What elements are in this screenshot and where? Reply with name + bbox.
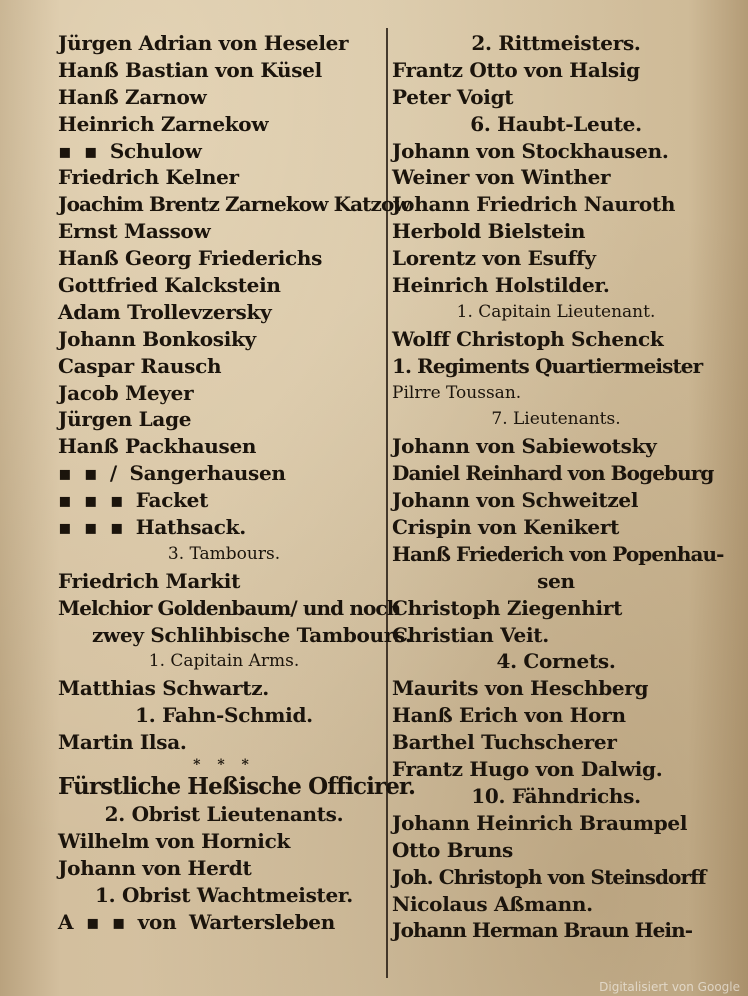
name-entry: Hanß Packhausen bbox=[58, 434, 257, 459]
name-entry: Frantz Otto von Halsig bbox=[392, 57, 640, 82]
name-entry: Friedrich Markit bbox=[58, 568, 241, 593]
name-entry: Joachim Brentz Zarnekow Katzow bbox=[58, 192, 410, 217]
name-entry: Hanß Georg Friederichs bbox=[58, 246, 323, 271]
name-entry: Lorentz von Esuffy bbox=[392, 246, 596, 271]
name-entry: Herbold Bielstein bbox=[392, 219, 586, 244]
name-entry: Barthel Tuchscherer bbox=[392, 730, 617, 755]
name-entry: Peter Voigt bbox=[392, 84, 514, 109]
name-entry: Nicolaus Aßmann. bbox=[392, 891, 593, 916]
name-entry: Melchior Goldenbaum/ und noch bbox=[58, 595, 401, 620]
name-entry: Hanß Bastian von Küsel bbox=[58, 57, 322, 82]
name-entry: ▪ ▪ / Sangerhausen bbox=[58, 461, 286, 486]
name-entry: Ernst Massow bbox=[58, 219, 211, 244]
section-heading: 1. Capitain Arms. bbox=[148, 651, 300, 672]
section-heading: 6. Haubt-Leute. bbox=[470, 111, 642, 136]
section-heading: 4. Cornets. bbox=[496, 649, 616, 674]
section-heading: 7. Lieutenants. bbox=[491, 409, 621, 430]
name-entry: zwey Schlihbische Tambours. bbox=[92, 622, 412, 647]
name-entry: Wolff Christoph Schenck bbox=[392, 326, 664, 351]
name-entry: Friedrich Kelner bbox=[58, 165, 239, 190]
section-heading: 1. Regiments Quartiermeister bbox=[392, 353, 703, 378]
name-entry: Jürgen Adrian von Heseler bbox=[58, 31, 349, 55]
name-entry: Pilrre Toussan. bbox=[392, 382, 522, 403]
section-heading: 3. Tambours. bbox=[167, 543, 281, 564]
name-entry: Otto Bruns bbox=[392, 837, 513, 862]
name-entry: Adam Trollevzersky bbox=[58, 299, 272, 324]
name-entry: A ▪ ▪ von Wartersleben bbox=[58, 909, 335, 934]
name-entry: Christian Veit. bbox=[392, 622, 549, 647]
name-entry: Johann Friedrich Nauroth bbox=[392, 192, 676, 217]
name-entry-continuation: sen bbox=[537, 568, 575, 593]
name-entry: Johann von Sabiewotsky bbox=[392, 434, 657, 459]
section-heading: 1. Capitain Lieutenant. bbox=[456, 301, 656, 322]
name-entry: ▪ ▪ Schulow bbox=[58, 138, 202, 163]
name-entry: Caspar Rausch bbox=[58, 353, 222, 378]
name-entry: Christoph Ziegenhirt bbox=[392, 595, 623, 620]
name-entry: Hanß Erich von Horn bbox=[392, 703, 626, 728]
name-entry: Crispin von Kenikert bbox=[392, 515, 620, 540]
name-entry: Johann von Stockhausen. bbox=[392, 138, 669, 163]
name-entry: Johann von Schweitzel bbox=[392, 488, 639, 513]
name-entry: Johann Bonkosiky bbox=[58, 326, 256, 351]
name-entry: Weiner von Winther bbox=[392, 165, 611, 190]
section-heading: 1. Fahn-Schmid. bbox=[135, 703, 313, 728]
section-title: Fürstliche Heßische Officirer. bbox=[58, 773, 416, 801]
name-entry: ▪ ▪ ▪ Facket bbox=[58, 488, 209, 513]
section-heading: 2. Obrist Lieutenants. bbox=[104, 801, 344, 826]
name-entry: Martin Ilsa. bbox=[58, 730, 187, 755]
name-entry: Gottfried Kalckstein bbox=[58, 273, 281, 298]
name-entry: Johann Heinrich Braumpel bbox=[392, 810, 688, 835]
name-entry: Jacob Meyer bbox=[58, 380, 194, 405]
section-heading: 2. Rittmeisters. bbox=[471, 31, 641, 55]
left-column bbox=[58, 30, 416, 935]
name-entry: Wilhelm von Hornick bbox=[58, 828, 291, 853]
section-heading: 10. Fähndrichs. bbox=[471, 783, 641, 808]
name-entry: Johann Herman Braun Hein- bbox=[392, 918, 693, 943]
name-entry: Matthias Schwartz. bbox=[58, 676, 269, 701]
right-column bbox=[392, 30, 724, 944]
digitization-watermark: Digitalisiert von Google bbox=[599, 980, 740, 994]
name-entry: Joh. Christoph von Steinsdorff bbox=[392, 864, 706, 889]
name-entry: Hanß Friederich von Popenhau- bbox=[392, 541, 724, 566]
name-entry: ▪ ▪ ▪ Hathsack. bbox=[58, 515, 246, 540]
name-entry: Heinrich Zarnekow bbox=[58, 111, 269, 136]
name-entry: Frantz Hugo von Dalwig. bbox=[392, 757, 663, 782]
name-entry: Heinrich Holstilder. bbox=[392, 273, 610, 298]
name-entry: Hanß Zarnow bbox=[58, 84, 207, 109]
ornament-stars: * * * bbox=[193, 757, 255, 774]
section-heading: 1. Obrist Wachtmeister. bbox=[95, 882, 353, 907]
name-entry: Jürgen Lage bbox=[58, 407, 192, 432]
name-entry: Johann von Herdt bbox=[58, 855, 252, 880]
name-entry: Maurits von Heschberg bbox=[392, 676, 649, 701]
name-entry: Daniel Reinhard von Bogeburg bbox=[392, 461, 714, 486]
